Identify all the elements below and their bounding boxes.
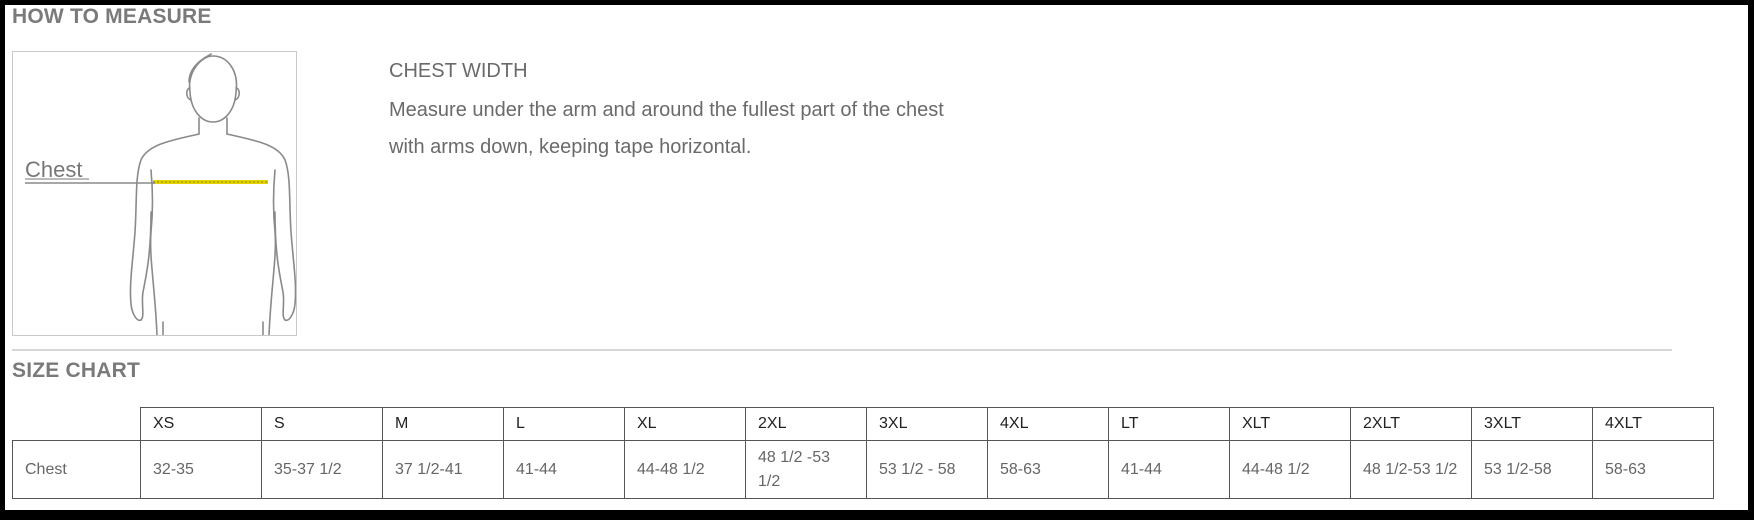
chest-value-cell: 48 1/2 -53 1/2 — [746, 441, 867, 499]
chest-row-label: Chest — [13, 441, 141, 499]
chest-value-cell: 48 1/2-53 1/2 — [1351, 441, 1472, 499]
chest-figure-label: Chest — [25, 157, 83, 182]
chest-value-cell: 44-48 1/2 — [1230, 441, 1351, 499]
chest-value-cell: 44-48 1/2 — [625, 441, 746, 499]
measurement-instructions-line2: with arms down, keeping tape horizontal. — [389, 136, 752, 158]
section-divider — [12, 349, 1672, 351]
chest-value-cell: 58-63 — [988, 441, 1109, 499]
chest-value-cell: 37 1/2-41 — [383, 441, 504, 499]
measurement-instructions-line1: Measure under the arm and around the fullest part of the chest — [389, 99, 944, 121]
chest-value-cell: 41-44 — [1109, 441, 1230, 499]
chest-value-cell: 32-35 — [141, 441, 262, 499]
measurement-section-title: CHEST WIDTH — [389, 60, 528, 82]
table-corner-cell — [13, 408, 141, 441]
size-header-cell: 2XL — [746, 408, 867, 441]
size-header-cell: XS — [141, 408, 262, 441]
size-header-cell: 4XL — [988, 408, 1109, 441]
chest-value-cell: 41-44 — [504, 441, 625, 499]
chest-value-cell: 58-63 — [1593, 441, 1714, 499]
chest-value-cell: 53 1/2 - 58 — [867, 441, 988, 499]
size-chart-heading: SIZE CHART — [12, 359, 140, 382]
size-header-cell: XL — [625, 408, 746, 441]
how-to-measure-heading: HOW TO MEASURE — [12, 5, 212, 28]
chest-value-cell: 35-37 1/2 — [262, 441, 383, 499]
how-to-measure-panel — [5, 5, 1748, 510]
size-header-cell: L — [504, 408, 625, 441]
chest-value-cell: 53 1/2-58 — [1472, 441, 1593, 499]
size-header-cell: S — [262, 408, 383, 441]
size-header-cell: XLT — [1230, 408, 1351, 441]
size-header-cell: M — [383, 408, 504, 441]
size-header-cell: 2XLT — [1351, 408, 1472, 441]
size-header-cell: LT — [1109, 408, 1230, 441]
chest-measurement-row — [13, 441, 1714, 499]
body-measure-figure — [12, 51, 297, 336]
size-header-cell: 4XLT — [1593, 408, 1714, 441]
size-chart-table — [12, 407, 1714, 499]
body-outline-image — [13, 52, 296, 335]
size-header-cell: 3XL — [867, 408, 988, 441]
size-header-row — [13, 408, 1714, 441]
size-header-cell: 3XLT — [1472, 408, 1593, 441]
